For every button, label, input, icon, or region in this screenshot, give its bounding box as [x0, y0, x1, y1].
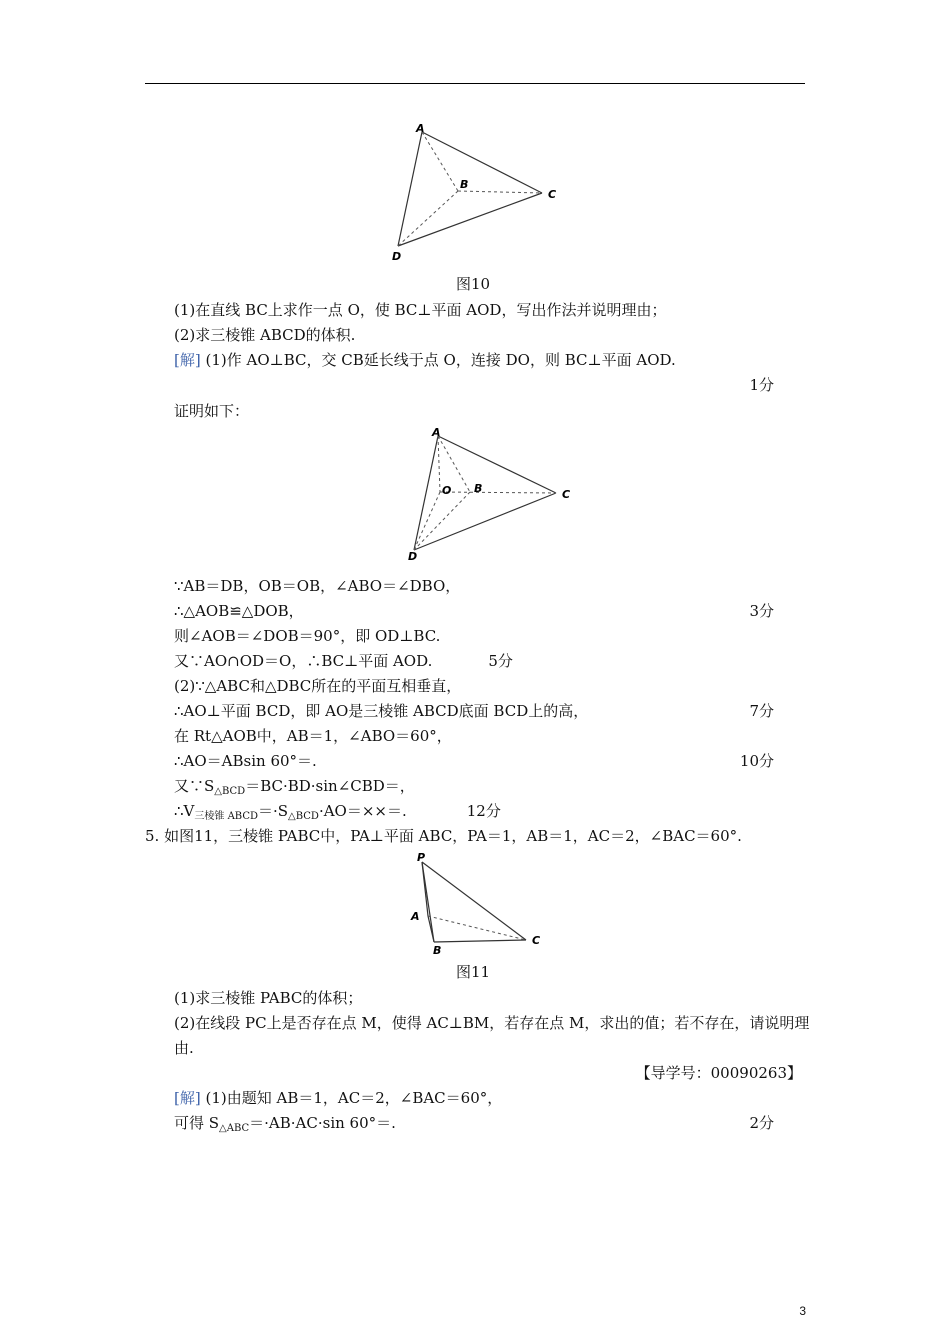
figure-10 [380, 118, 570, 268]
label-a: A [416, 122, 425, 135]
question-1: (1)在直线 BC上求作一点 O，使 BC⊥平面 AOD，写出作法并说明理由； [174, 301, 667, 319]
proof-line-8: ∴AO＝ABsin 60°＝. [174, 752, 317, 770]
proof-line-5: (2)∵△ABC和△DBC所在的平面互相垂直， [174, 677, 462, 695]
edge-cd [398, 193, 542, 246]
question-5-2-cont: 由. [174, 1039, 194, 1057]
header-rule [145, 83, 805, 84]
label-d: D [408, 550, 418, 563]
page-number: 3 [799, 1304, 806, 1318]
label-c: C [532, 934, 541, 947]
proof-line-4: 又∵AO∩OD＝O，∴BC⊥平面 AOD. 5分 [174, 652, 513, 670]
figure-11-caption: 图11 [456, 963, 491, 981]
label-b: B [460, 178, 469, 191]
label-o: O [442, 484, 452, 497]
proof-line-1: ∵AB＝DB，OB＝OB，∠ABO＝∠DBO， [174, 577, 461, 595]
label-b: B [433, 944, 442, 957]
figure-proof [400, 422, 590, 567]
figure-11 [400, 848, 560, 958]
solution-5-line-2: 可得 $S_{\triangle ABC}=\cdot AB\cdot AC\cdot\sin$ 60°＝. [174, 1114, 396, 1134]
proof-intro: 证明如下： [174, 402, 250, 420]
label-a: A [411, 910, 420, 923]
label-b: B [474, 482, 483, 495]
proof-line-3: 则∠AOB＝∠DOB＝90°，即 OD⊥BC. [174, 627, 441, 645]
score-12: 12分 [466, 802, 501, 820]
proof-line-10: $\therefore V_{三棱锥 ABCD}=\cdot S_{\triangle BCD}\cdot AO=\times\times=$. 12分 [174, 802, 501, 822]
label-p: P [417, 851, 426, 864]
question-5-2: (2)在线段 PC上是否存在点 M，使得 AC⊥BM，若存在点 M，求出的值；若不存在，请说明理 [174, 1014, 810, 1032]
score-5: 5分 [488, 652, 513, 670]
score-2: 2分 [749, 1114, 774, 1132]
label-c: C [548, 188, 557, 201]
proof-line-2: ∴△AOB≌△DOB， [174, 602, 304, 620]
question-5-1: (1)求三棱锥 PABC的体积； [174, 989, 363, 1007]
solution-tag: [解] [174, 1089, 201, 1107]
score-7: 7分 [749, 702, 774, 720]
guide-number: 【导学号：00090263】 [635, 1064, 802, 1082]
question-5: 5. 如图11，三棱锥 PABC中，PA⊥平面 ABC，PA＝1，AB＝1，AC＝2，∠BAC＝60°. [145, 827, 742, 845]
edge-ad [398, 132, 422, 246]
score-1: 1分 [749, 376, 774, 394]
solution-tag: [解] [174, 351, 201, 369]
score-3: 3分 [749, 602, 774, 620]
solution-5: [解] (1)由题知 AB＝1，AC＝2，∠BAC＝60°， [174, 1089, 503, 1107]
edge-ac [422, 132, 542, 193]
solution-1: [解] (1)作 AO⊥BC，交 CB延长线于点 O，连接 DO，则 BC⊥平面 AOD. [174, 351, 676, 369]
proof-line-7: 在 Rt△AOB中，AB＝1，∠ABO＝60°， [174, 727, 452, 745]
score-10: 10分 [739, 752, 774, 770]
question-2: (2)求三棱锥 ABCD的体积. [174, 326, 356, 344]
proof-line-6: ∴AO⊥平面 BCD，即 AO是三棱锥 ABCD底面 BCD上的高， [174, 702, 589, 720]
label-a: A [432, 426, 441, 439]
label-c: C [562, 488, 571, 501]
label-d: D [392, 250, 402, 263]
proof-line-9: 又$\because S_{\triangle BCD}=BC\cdot BD\cdot\sin\angle CBD=$， [174, 777, 415, 797]
figure-10-caption: 图10 [456, 275, 491, 293]
